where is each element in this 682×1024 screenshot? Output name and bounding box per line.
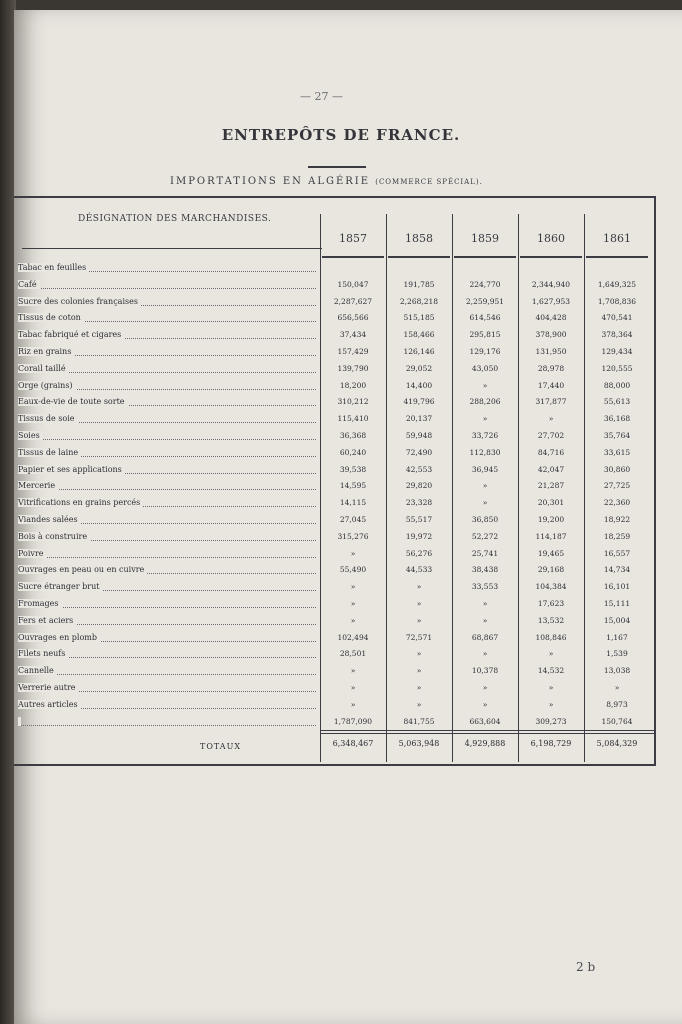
- cell-value: 37,434: [339, 330, 367, 340]
- cell-value: 55,517: [405, 515, 433, 524]
- table-row: [14, 596, 654, 612]
- cell-value: 108,846: [535, 632, 567, 642]
- year-rule: [586, 256, 648, 258]
- cell-value: 59,948: [405, 431, 433, 440]
- row-label: [18, 680, 320, 696]
- table-row: [14, 277, 654, 293]
- cell-value: 2,287,627: [333, 296, 373, 306]
- cell-value: 29,052: [405, 363, 433, 373]
- cell-value: 131,950: [535, 347, 567, 356]
- totals-label: TOTAUX: [200, 742, 242, 751]
- table-row: [14, 663, 654, 679]
- cell-value: 19,200: [537, 515, 565, 524]
- cell-value: 44,533: [405, 565, 433, 575]
- table-row: [14, 680, 654, 696]
- table-row: [14, 630, 654, 646]
- table-row: [14, 512, 654, 528]
- cell-value: 16,557: [603, 548, 631, 558]
- table-row: [14, 714, 654, 730]
- cell-value: 38,438: [471, 565, 499, 575]
- cell-value: »: [482, 649, 488, 659]
- cell-value: 18,259: [603, 531, 631, 541]
- table-row: [14, 327, 654, 343]
- cell-value: 56,276: [405, 548, 433, 558]
- row-label-text: Fers et aciers: [18, 616, 76, 625]
- cell-value: 28,978: [537, 363, 565, 373]
- cell-value: 8,973: [606, 699, 628, 709]
- cell-value: 191,785: [403, 279, 435, 289]
- row-label-text: Ouvrages en plomb: [18, 633, 100, 642]
- cell-value: 55,490: [339, 565, 367, 575]
- row-label: [18, 462, 320, 478]
- cell-value: 36,168: [603, 414, 631, 424]
- year-header: 1858: [405, 232, 433, 245]
- cell-value: 224,770: [469, 279, 501, 289]
- cell-value: 150,047: [337, 279, 369, 289]
- totals-rule: [320, 730, 654, 731]
- totals-rule: [320, 733, 654, 734]
- table-subtitle: [170, 176, 483, 187]
- page-title: ENTREPÔTS DE FRANCE.: [221, 126, 461, 144]
- row-label: [18, 294, 320, 310]
- row-label-text: Eaux-de-vie de toute sorte: [18, 397, 128, 406]
- cell-value: »: [350, 582, 356, 592]
- cell-value: »: [482, 599, 488, 608]
- table-row: [14, 697, 654, 713]
- cell-value: 112,830: [469, 447, 501, 457]
- row-label-text: Verrerie autre: [18, 683, 79, 692]
- cell-value: 378,364: [601, 330, 633, 340]
- cell-value: 1,787,090: [333, 716, 373, 726]
- cell-value: 150,764: [601, 716, 633, 726]
- page-number: — 27 —: [300, 90, 343, 103]
- year-rule: [388, 256, 450, 258]
- cell-value: 28,501: [339, 649, 367, 659]
- row-label-text: Filets neufs: [18, 649, 68, 658]
- cell-value: 310,212: [337, 397, 369, 407]
- row-label: [18, 394, 320, 410]
- cell-value: 315,276: [337, 531, 369, 541]
- row-label: [18, 495, 320, 511]
- row-label: [18, 579, 320, 595]
- row-label-text: Tissus de coton: [18, 313, 84, 322]
- cell-value: »: [350, 615, 356, 625]
- cell-value: 614,546: [469, 313, 501, 323]
- cell-value: »: [482, 699, 488, 709]
- cell-value: 21,287: [537, 481, 565, 491]
- row-label-text: Corail taillé: [18, 364, 69, 373]
- row-label-text: Papier et ses applications: [18, 465, 125, 474]
- cell-value: »: [482, 498, 488, 508]
- row-label: [18, 428, 320, 444]
- year-rule: [454, 256, 516, 258]
- cell-value: »: [416, 683, 422, 692]
- cell-value: »: [482, 414, 488, 424]
- year-header: 1859: [471, 232, 499, 245]
- year-header: 1861: [603, 232, 631, 245]
- cell-value: 27,045: [339, 515, 367, 524]
- cell-value: 1,627,953: [531, 296, 571, 306]
- cell-value: 14,115: [339, 498, 367, 508]
- row-label-text: Sucre étranger brut: [18, 582, 102, 591]
- row-label-text: Sucre des colonies françaises: [18, 297, 141, 306]
- cell-value: 68,867: [471, 632, 499, 642]
- total-value: 5,084,329: [596, 739, 638, 748]
- column-header-goods: DÉSIGNATION DES MARCHANDISES.: [78, 214, 272, 224]
- table-row: [14, 428, 654, 444]
- cell-value: »: [416, 699, 422, 709]
- row-label-text: Café: [18, 280, 40, 289]
- table-row: [14, 378, 654, 394]
- cell-value: 27,702: [537, 431, 565, 440]
- cell-value: 295,815: [469, 330, 501, 340]
- cell-value: »: [350, 599, 356, 608]
- row-label-text: Fromages: [18, 599, 62, 608]
- row-label: [18, 613, 320, 629]
- cell-value: 33,615: [603, 447, 631, 457]
- cell-value: 33,726: [471, 431, 499, 440]
- cell-value: 115,410: [337, 414, 369, 424]
- table-row: [14, 411, 654, 427]
- cell-value: 14,734: [603, 565, 631, 575]
- subtitle-note: (COMMERCE SPÉCIAL).: [375, 178, 483, 186]
- row-label-text: Cannelle: [18, 666, 57, 675]
- row-label-text: Mercerie: [18, 481, 58, 490]
- cell-value: 10,378: [471, 666, 499, 676]
- cell-value: 129,176: [469, 347, 501, 356]
- cell-value: 23,328: [405, 498, 433, 508]
- row-label: [18, 663, 320, 679]
- cell-value: »: [350, 699, 356, 709]
- cell-value: 39,538: [339, 464, 367, 474]
- row-label-text: Orge (grains): [18, 381, 76, 390]
- table-row: [14, 462, 654, 478]
- row-label-text: Tabac fabriqué et cigares: [18, 330, 124, 339]
- cell-value: 14,532: [537, 666, 565, 676]
- row-label-text: Tabac en feuilles: [18, 263, 89, 272]
- cell-value: 72,490: [405, 447, 433, 457]
- cell-value: 42,047: [537, 464, 565, 474]
- cell-value: 1,539: [606, 649, 628, 659]
- table-row: [14, 310, 654, 326]
- row-label: [18, 562, 320, 578]
- total-value: 6,198,729: [530, 739, 572, 748]
- cell-value: 317,877: [535, 397, 567, 407]
- row-label: [18, 546, 320, 562]
- table-row: [14, 613, 654, 629]
- cell-value: 663,604: [469, 716, 501, 726]
- cell-value: »: [482, 481, 488, 491]
- row-label-text: Autres articles: [18, 700, 81, 709]
- cell-value: 656,566: [337, 313, 369, 323]
- row-label: [18, 327, 320, 343]
- cell-value: 60,240: [339, 447, 367, 457]
- imports-table: [14, 196, 656, 766]
- cell-value: 29,820: [405, 481, 433, 491]
- cell-value: 36,945: [471, 464, 499, 474]
- cell-value: »: [548, 414, 554, 424]
- cell-value: »: [482, 683, 488, 692]
- row-label: [18, 714, 320, 730]
- cell-value: 20,137: [405, 414, 433, 424]
- row-label: [18, 411, 320, 427]
- row-label-text: [18, 717, 21, 726]
- cell-value: »: [350, 683, 356, 692]
- total-value: 5,063,948: [398, 739, 440, 748]
- row-label-text: Tissus de laine: [18, 448, 81, 457]
- row-label: [18, 478, 320, 494]
- table-row: [14, 260, 654, 276]
- cell-value: »: [548, 683, 554, 692]
- row-label-text: Bois à construire: [18, 532, 90, 541]
- cell-value: 129,434: [601, 347, 633, 356]
- cell-value: 2,259,951: [465, 296, 505, 306]
- year-rule: [520, 256, 582, 258]
- row-label: [18, 596, 320, 612]
- year-header: 1857: [339, 232, 367, 245]
- cell-value: 309,273: [535, 716, 567, 726]
- cell-value: »: [482, 615, 488, 625]
- cell-value: 14,595: [339, 481, 367, 491]
- cell-value: 19,972: [405, 531, 433, 541]
- row-label: [18, 445, 320, 461]
- cell-value: 1,708,836: [597, 296, 637, 306]
- cell-value: 22,360: [603, 498, 631, 508]
- cell-value: 515,185: [403, 313, 435, 323]
- cell-value: 55,613: [603, 397, 631, 407]
- row-label: [18, 630, 320, 646]
- cell-value: 52,272: [471, 531, 499, 541]
- table-row: [14, 562, 654, 578]
- cell-value: 88,000: [603, 380, 631, 390]
- cell-value: 30,860: [603, 464, 631, 474]
- cell-value: 18,200: [339, 380, 367, 390]
- signature-mark: 2 b: [576, 960, 596, 974]
- cell-value: 43,050: [471, 363, 499, 373]
- cell-value: 25,741: [471, 548, 499, 558]
- table-row: [14, 361, 654, 377]
- cell-value: 15,004: [603, 615, 631, 625]
- table-row: [14, 495, 654, 511]
- header-rule: [22, 248, 322, 249]
- cell-value: 19,465: [537, 548, 565, 558]
- total-value: 4,929,888: [464, 739, 506, 748]
- table-row: [14, 445, 654, 461]
- title-rule: [308, 166, 366, 168]
- row-label-text: Viandes salées: [18, 515, 81, 524]
- year-header: 1860: [537, 232, 565, 245]
- cell-value: 102,494: [337, 632, 369, 642]
- subtitle-main: IMPORTATIONS EN ALGÉRIE: [170, 176, 371, 187]
- cell-value: »: [548, 699, 554, 709]
- row-label: [18, 344, 320, 360]
- cell-value: 35,764: [603, 431, 631, 440]
- table-row: [14, 529, 654, 545]
- cell-value: 29,168: [537, 565, 565, 575]
- cell-value: 126,146: [403, 347, 435, 356]
- cell-value: 15,111: [603, 599, 631, 608]
- cell-value: 36,368: [339, 431, 367, 440]
- cell-value: 1,167: [606, 632, 628, 642]
- row-label-text: Soies: [18, 431, 43, 440]
- cell-value: 20,301: [537, 498, 565, 508]
- cell-value: 33,553: [471, 582, 499, 592]
- cell-value: 27,725: [603, 481, 631, 491]
- row-label-text: Poivre: [18, 549, 47, 558]
- cell-value: 158,466: [403, 330, 435, 340]
- cell-value: 17,623: [537, 599, 565, 608]
- cell-value: »: [416, 615, 422, 625]
- total-value: 6,348,467: [332, 739, 374, 748]
- cell-value: 378,900: [535, 330, 567, 340]
- cell-value: 1,649,325: [597, 279, 637, 289]
- cell-value: 42,553: [405, 464, 433, 474]
- row-label: [18, 378, 320, 394]
- cell-value: »: [416, 649, 422, 659]
- cell-value: »: [416, 599, 422, 608]
- cell-value: 419,796: [403, 397, 435, 407]
- cell-value: 404,428: [535, 313, 567, 323]
- cell-value: 104,384: [535, 582, 567, 592]
- cell-value: 18,922: [603, 515, 631, 524]
- cell-value: 13,532: [537, 615, 565, 625]
- row-label-text: Vitrifications en grains percés: [18, 498, 143, 507]
- cell-value: 72,571: [405, 632, 433, 642]
- row-label: [18, 697, 320, 713]
- year-rule: [322, 256, 384, 258]
- cell-value: 16,101: [603, 582, 631, 592]
- row-label-text: Riz en grains: [18, 347, 74, 356]
- cell-value: 120,555: [601, 363, 633, 373]
- cell-value: 13,038: [603, 666, 631, 676]
- row-label: [18, 529, 320, 545]
- cell-value: 288,206: [469, 397, 501, 407]
- cell-value: 84,716: [537, 447, 565, 457]
- cell-value: 36,850: [471, 515, 499, 524]
- table-row: [14, 294, 654, 310]
- table-row: [14, 478, 654, 494]
- cell-value: »: [350, 666, 356, 676]
- cell-value: »: [614, 683, 620, 692]
- row-label: [18, 646, 320, 662]
- cell-value: »: [350, 548, 356, 558]
- table-row: [14, 394, 654, 410]
- row-label: [18, 260, 320, 276]
- row-label: [18, 361, 320, 377]
- table-row: [14, 579, 654, 595]
- table-row: [14, 646, 654, 662]
- cell-value: 841,755: [403, 716, 435, 726]
- table-row: [14, 546, 654, 562]
- row-label: [18, 310, 320, 326]
- cell-value: 17,440: [537, 380, 565, 390]
- cell-value: 2,344,940: [531, 279, 571, 289]
- cell-value: »: [416, 582, 422, 592]
- row-label: [18, 512, 320, 528]
- cell-value: »: [482, 380, 488, 390]
- row-label-text: Ouvrages en peau ou en cuivre: [18, 565, 147, 574]
- cell-value: »: [548, 649, 554, 659]
- cell-value: 2,268,218: [399, 296, 439, 306]
- cell-value: 14,400: [405, 380, 433, 390]
- table-row: [14, 344, 654, 360]
- cell-value: 470,541: [601, 313, 633, 323]
- row-label-text: Tissus de soie: [18, 414, 78, 423]
- cell-value: »: [416, 666, 422, 676]
- cell-value: 114,187: [535, 531, 567, 541]
- row-label: [18, 277, 320, 293]
- cell-value: 157,429: [337, 347, 369, 356]
- cell-value: 139,790: [337, 363, 369, 373]
